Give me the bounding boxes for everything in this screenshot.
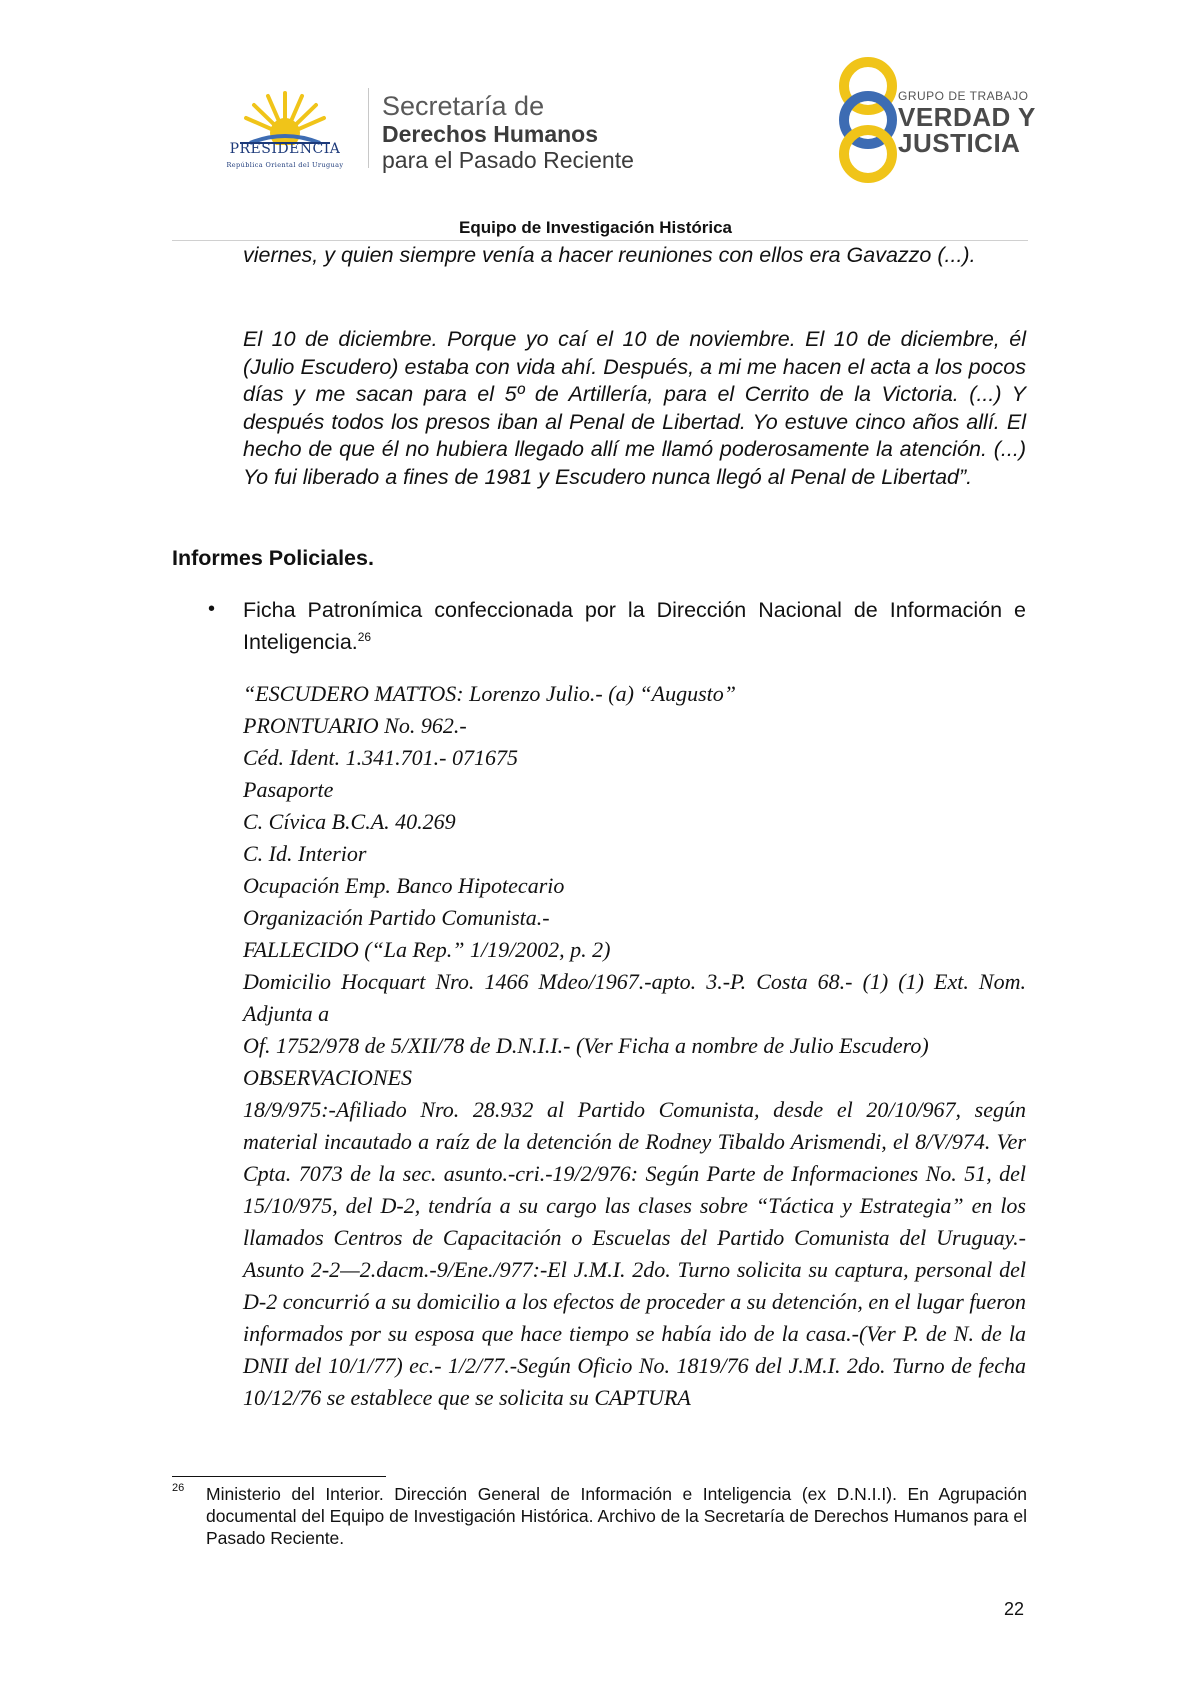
record-observaciones-label: OBSERVACIONES [243,1065,413,1090]
record-line: Céd. Ident. 1.341.701.- 071675 [243,745,518,770]
secretaria-line3: para el Pasado Reciente [382,147,634,173]
quote-paragraph-2: El 10 de diciembre. Porque yo caí el 10 de noviembre. El 10 de diciembre, él (Julio Escudero) estaba con vida ahí. Después, a mi me hacen el acta a los pocos días y me sacan para el 5º de Artillería, para el Cerrito de la Victoria. (...) Y después todos los presos iban al Penal de Libertad. Yo estuve cinco años allí. El hecho de que él no hubiera llegado allí me llamó poderosamente la atención. (...) Yo fui liberado a fines de 1981 y Escudero nunca llegó al Penal de Libertad”. [243,327,1026,489]
record-line: Ocupación Emp. Banco Hipotecario [243,873,565,898]
header-rule [172,240,1028,241]
presidencia-title: PRESIDENCIA [229,141,341,157]
quote-paragraph-1: viernes, y quien siempre venía a hacer reuniones con ellos era Gavazzo (...). [243,243,976,267]
header-divider [368,88,369,168]
record-line: Organización Partido Comunista.- [243,905,550,930]
team-title: Equipo de Investigación Histórica [459,218,732,237]
presidencia-subtitle: República Oriental del Uruguay [226,161,344,169]
record-oficio: Of. 1752/978 de 5/XII/78 de D.N.I.I.- (Ver Ficha a nombre de Julio Escudero) [243,1033,929,1058]
record-line: C. Cívica B.C.A. 40.269 [243,809,456,834]
footnote-number: 26 [172,1482,185,1494]
secretaria-line2: Derechos Humanos [382,121,599,147]
bullet-item-text: Ficha Patronímica confeccionada por la Dirección Nacional de Información e Inteligencia. [243,598,1026,654]
record-line: FALLECIDO (“La Rep.” 1/19/2002, p. 2) [243,937,611,962]
secretaria-logo [382,92,634,173]
verdad-justicia-logo-text [898,88,1036,156]
secretaria-line1: Secretaría de [382,91,545,121]
sun-emblem-icon [210,85,360,145]
page-number: 22 [1004,1599,1025,1619]
page-header [0,0,1191,240]
presidencia-logo [210,85,360,177]
section-title: Informes Policiales. [172,546,374,570]
bullet-marker: • [208,598,216,620]
grupo-line1: VERDAD Y [898,102,1036,132]
grupo-line2: JUSTICIA [898,128,1021,158]
footnote-reference[interactable]: 26 [357,629,372,644]
footnote-text: Ministerio del Interior. Dirección General de Información e Inteligencia (ex D.N.I.I). En Agrupación documental del Equipo de Investigación Histórica. Archivo de la Secretaría de Derechos Humanos para el Pasado Reciente. [206,1484,1027,1548]
bullet-item [243,594,1026,658]
record-observaciones: 18/9/975:-Afiliado Nro. 28.932 al Partido Comunista, desde el 20/10/967, según material incautado a raíz de la detención de Rodney Tibaldo Arismendi, el 8/V/974. Ver Cpta. 7073 de la sec. asunto.-cri.-19/2/976: Según Parte de Informaciones No. 51, del 15/10/975, del D-2, tendría a su cargo las clases sobre “Táctica y Estrategia” en los llamados Centros de Capacitación o Escuelas del Partido Comunista del Uruguay.-Asunto 2-2—2.dacm.-9/Ene./977:-El J.M.I. 2do. Turno solicita su captura, personal del D-2 concurrió a su domicilio a los efectos de proceder a su detención, en el lugar fueron informados por su esposa que hace tiempo se había ido de la casa.-(Ver P. de N. de la DNII del 10/1/77) ec.- 1/2/77.-Según Oficio No. 1819/76 del J.M.I. 2do. Turno de fecha 10/12/76 se establece que se solicita su CAPTURA [243,1097,1026,1410]
record-line: “ESCUDERO MATTOS: Lorenzo Julio.- (a) “Augusto” [243,681,736,706]
grupo-small-label: GRUPO DE TRABAJO [898,89,1029,103]
footnote-rule [172,1476,386,1477]
record-line: Pasaporte [243,777,334,802]
police-record [243,678,1026,1414]
record-line: C. Id. Interior [243,841,367,866]
record-domicilio: Domicilio Hocquart Nro. 1466 Mdeo/1967.-apto. 3.-P. Costa 68.- (1) (1) Ext. Nom. Adjunta a [243,969,1026,1026]
record-line: PRONTUARIO No. 962.- [243,713,467,738]
